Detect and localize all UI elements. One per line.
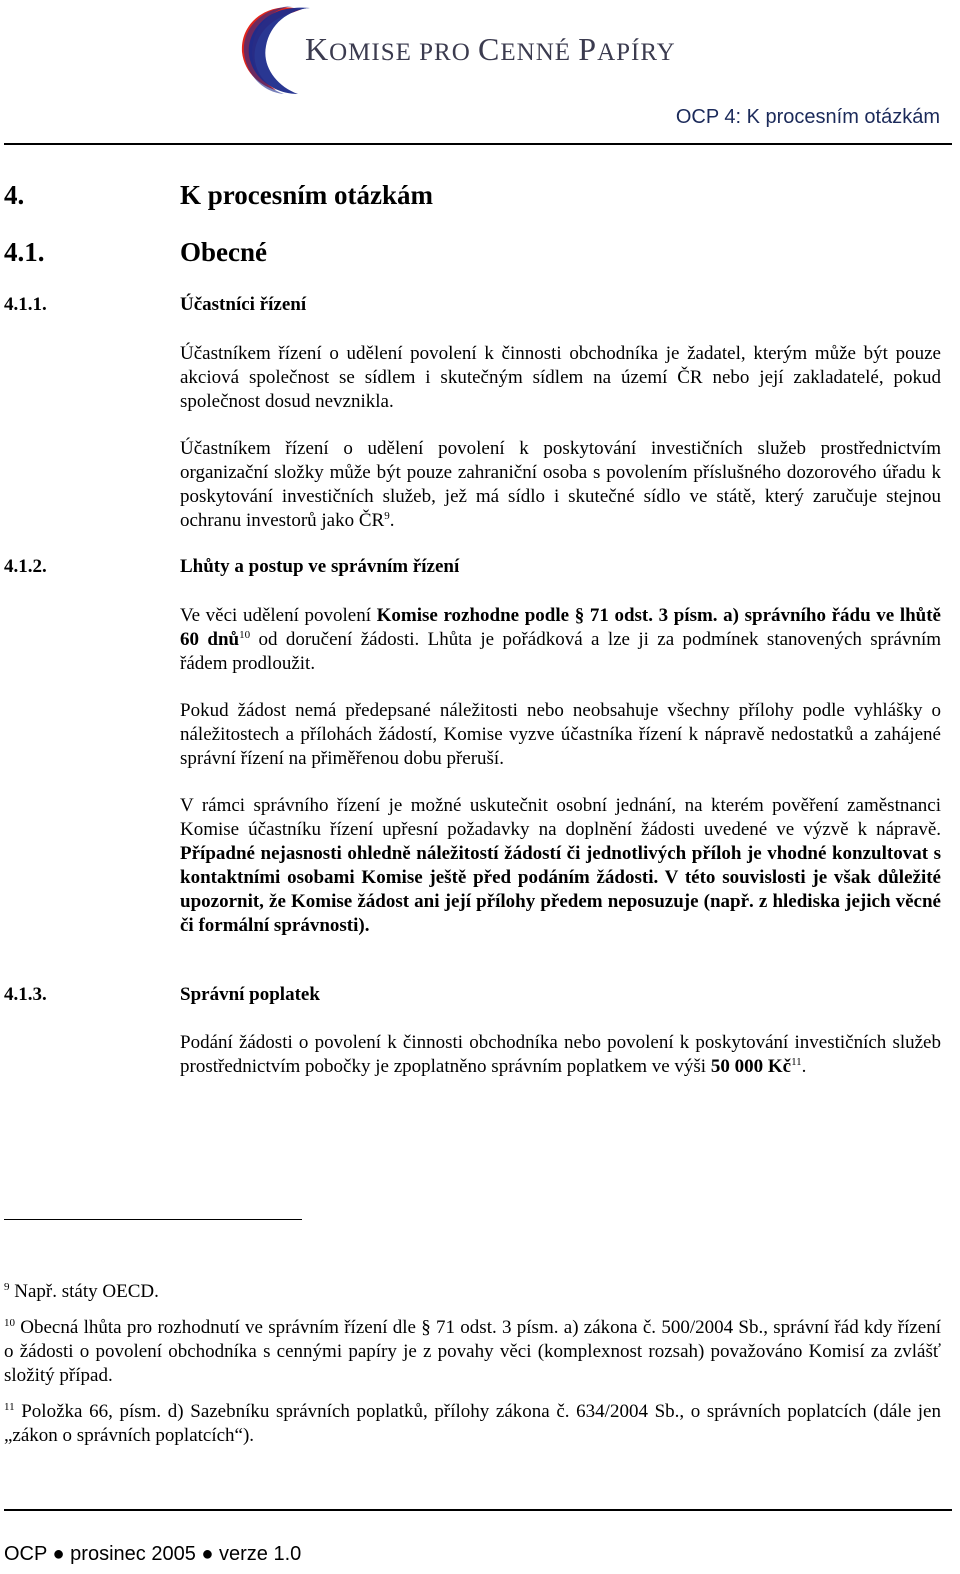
paragraph-bold: Případné nejasnosti ohledně náležitostí žádostí či jednotlivých příloh je vhodné konzultovat s kontaktními osobami Komise ještě před podáním žádosti. V této souvislosti je však důležité upozornit, že Komise žádost ani její přílohy předem neposuzuje (např. z hlediska jejich věcné či formální správnosti). bbox=[180, 843, 941, 936]
footnote-text: Např. státy OECD. bbox=[9, 1281, 159, 1302]
paragraph-bold: Komise rozhodne podle § 71 odst. 3 písm. a) správního řádu ve lhůtě 60 dnů bbox=[180, 605, 941, 650]
footnote-text: Obecná lhůta pro rozhodnutí ve správním řízení dle § 71 odst. 3 písm. a) zákona č. 500/2004 Sb., správní řád kdy řízení o žádosti o povolení obchodníka s cennými papíry je z povahy věci (komplexnost rozsah) považováno Komisí za zvlášť složitý případ. bbox=[4, 1317, 941, 1386]
footnote-number: 10 bbox=[4, 1317, 15, 1329]
header-title: OCP 4: K procesním otázkám bbox=[675, 106, 940, 128]
subsubsection-title: Účastníci řízení bbox=[180, 294, 307, 315]
footnote bbox=[4, 1316, 941, 1388]
paragraph bbox=[180, 437, 941, 533]
brand-part: OMISE PRO bbox=[329, 39, 479, 66]
footnote-ref[interactable]: 9 bbox=[384, 510, 390, 522]
footnote-text: Položka 66, písm. d) Sazebníku správních poplatků, přílohy zákona č. 634/2004 Sb., o správních poplatcích (dále jen „zákon o správních poplatcích“). bbox=[4, 1401, 941, 1446]
paragraph-text: . bbox=[389, 510, 395, 531]
paragraph-text: Ve věci udělení povolení bbox=[180, 605, 377, 626]
footer-text: OCP ● prosinec 2005 ● verze 1.0 bbox=[4, 1543, 302, 1565]
brand-name bbox=[305, 31, 676, 68]
paragraph-text: . bbox=[801, 1056, 807, 1077]
heading-number: 4. bbox=[4, 180, 25, 210]
heading-number: 4.1.2. bbox=[4, 556, 47, 577]
footer-divider bbox=[4, 1509, 952, 1511]
paragraph-text: Podání žádosti o povolení k činnosti obchodníka nebo povolení k poskytování investičních služeb prostřednictvím pobočky je zpoplatněno správním poplatkem ve výši bbox=[180, 1032, 941, 1077]
brand-letter: C bbox=[478, 31, 501, 67]
subsubsection-title: Správní poplatek bbox=[180, 984, 320, 1005]
header-divider bbox=[4, 143, 952, 145]
paragraph: Účastníkem řízení o udělení povolení k činnosti obchodníka je žadatel, kterým může být pouze akciová společnost se sídlem i skutečným sídlem na území ČR nebo její zakladatelé, pokud společnost dosud nevznikla. bbox=[180, 343, 941, 412]
paragraph-text: Účastníkem řízení o udělení povolení k poskytování investičních služeb prostřednictvím organizační složky může být pouze zahraniční osoba s povolením příslušného dozorového úřadu k poskytování investičních služeb, jež má sídlo i skutečné sídlo ve státě, který zaručuje stejnou ochranu investorů jako ČR bbox=[180, 438, 941, 531]
subsection-title: Obecné bbox=[180, 237, 267, 267]
heading-number: 4.1. bbox=[4, 237, 45, 267]
footnote-ref[interactable]: 10 bbox=[239, 629, 251, 641]
heading-number: 4.1.1. bbox=[4, 294, 47, 315]
brand-letter: K bbox=[305, 31, 330, 67]
footnote bbox=[4, 1280, 941, 1304]
paragraph bbox=[180, 1031, 941, 1079]
heading-number: 4.1.3. bbox=[4, 984, 47, 1005]
paragraph bbox=[180, 794, 941, 938]
footnote-divider bbox=[4, 1219, 302, 1220]
paragraph: Pokud žádost nemá předepsané náležitosti nebo neobsahuje všechny přílohy podle vyhlášky o náležitostech a přílohách žádostí, Komise vyzve účastníka řízení k nápravě nedostatků a zahájené správní řízení na přiměřenou dobu přeruší. bbox=[180, 700, 941, 769]
section-title: K procesním otázkám bbox=[180, 180, 433, 210]
brand-part: APÍRY bbox=[597, 39, 676, 66]
footnote-ref[interactable]: 11 bbox=[791, 1056, 802, 1068]
brand-letter: P bbox=[578, 31, 598, 67]
paragraph-bold: 50 000 Kč bbox=[710, 1056, 792, 1077]
paragraph-text: od doručení žádosti. Lhůta je pořádková a lze ji za podmínek stanovených správním řádem prodloužit. bbox=[180, 629, 941, 674]
subsubsection-title: Lhůty a postup ve správním řízení bbox=[180, 556, 460, 577]
footnote bbox=[4, 1400, 941, 1448]
paragraph bbox=[180, 604, 941, 676]
footnote-number: 9 bbox=[4, 1281, 10, 1293]
paragraph-text: V rámci správního řízení je možné uskutečnit osobní jednání, na kterém pověření zaměstnanci Komise účastníku řízení upřesní požadavky na doplnění žádosti uvedené ve výzvě k nápravě. bbox=[180, 795, 941, 840]
footnote-number: 11 bbox=[4, 1401, 15, 1413]
brand-part: ENNÉ bbox=[500, 39, 579, 66]
